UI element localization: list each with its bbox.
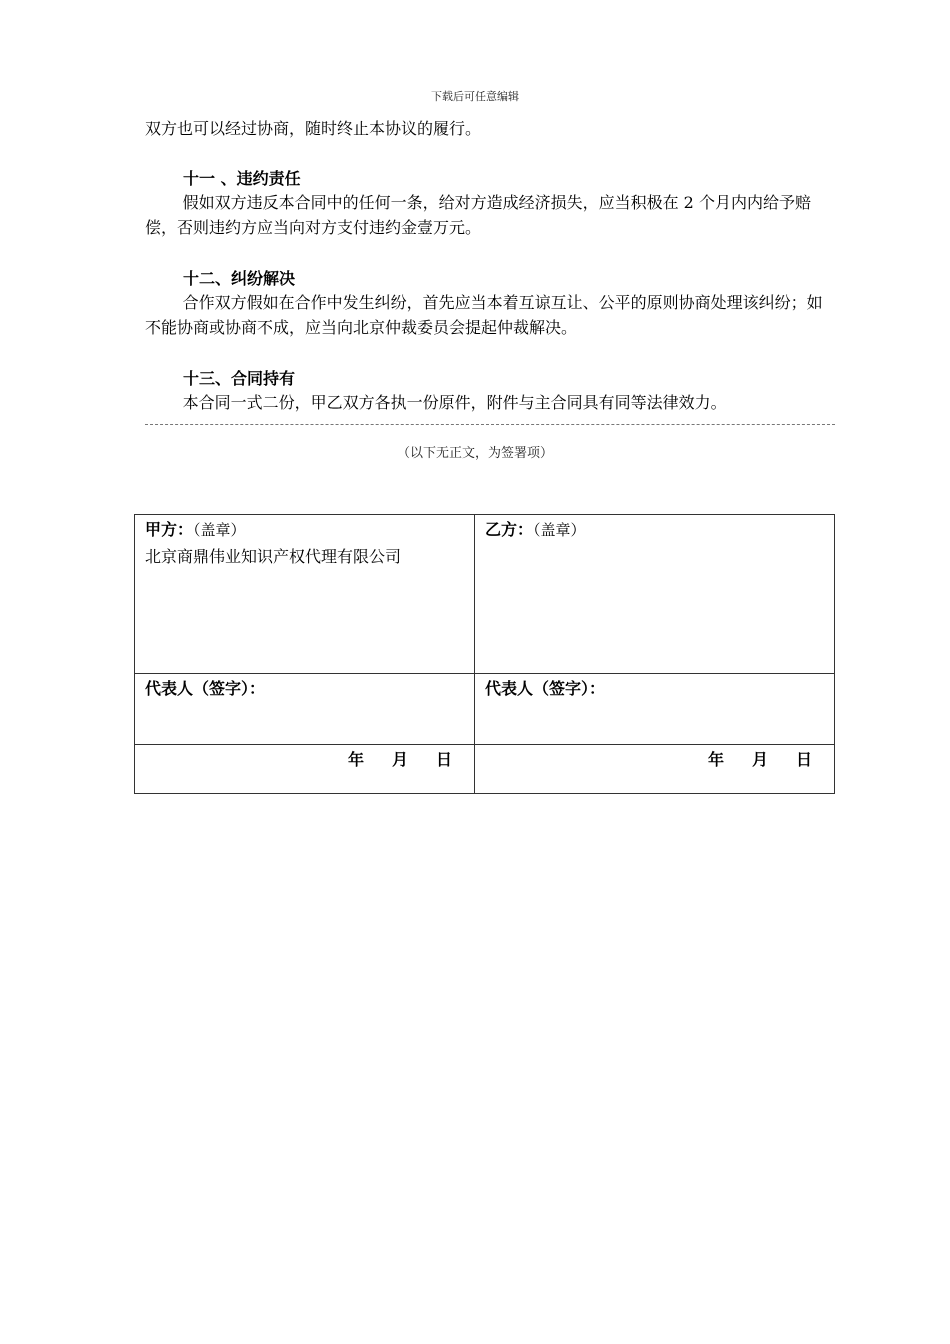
party-b-seal-note: （盖章） bbox=[533, 521, 586, 539]
section-11-text: 假如双方违反本合同中的任何一条，给对方造成经济损失，应当积极在 2 个月内内给予赔偿，否则违约方应当向对方支付违约金壹万元。 bbox=[145, 193, 811, 237]
party-a-year: 年 bbox=[347, 750, 364, 769]
party-a-cell bbox=[135, 515, 475, 674]
party-a-representative-cell[interactable] bbox=[135, 674, 475, 745]
section-13-text: 本合同一式二份，甲乙双方各执一份原件，附件与主合同具有同等法律效力。 bbox=[182, 393, 727, 412]
section-11-heading: 十一 、违约责任 bbox=[183, 169, 301, 188]
party-b-year: 年 bbox=[707, 750, 724, 769]
party-a-day: 日 bbox=[435, 750, 452, 769]
section-12-heading: 十二、纠纷解决 bbox=[183, 269, 296, 288]
party-b-representative-cell[interactable] bbox=[475, 674, 835, 745]
party-a-representative-label: 代表人（签字）： bbox=[145, 679, 266, 698]
party-b-cell bbox=[475, 515, 835, 674]
party-b-representative-label: 代表人（签字）： bbox=[485, 679, 606, 698]
party-b-day: 日 bbox=[795, 750, 812, 769]
separator-line bbox=[145, 424, 835, 425]
party-b-label: 乙方： bbox=[485, 520, 534, 539]
party-b-month: 月 bbox=[751, 750, 768, 769]
signature-table bbox=[134, 514, 835, 794]
party-a-company: 北京商鼎伟业知识产权代理有限公司 bbox=[145, 547, 402, 566]
section-13-heading: 十三、合同持有 bbox=[183, 369, 296, 388]
party-a-date-cell[interactable] bbox=[135, 745, 475, 794]
party-a-label: 甲方： bbox=[145, 520, 194, 539]
header-note: 下载后可任意编辑 bbox=[431, 90, 519, 103]
party-a-month: 月 bbox=[391, 750, 408, 769]
continuation-text: 双方也可以经过协商，随时终止本协议的履行。 bbox=[145, 119, 482, 138]
party-a-seal-note: （盖章） bbox=[193, 521, 246, 539]
section-12-text: 合作双方假如在合作中发生纠纷，首先应当本着互谅互让、公平的原则协商处理该纠纷；如不能协商或协商不成，应当向北京仲裁委员会提起仲裁解决。 bbox=[145, 293, 823, 337]
end-note: （以下无正文，为签署项） bbox=[396, 446, 553, 461]
party-b-date-cell[interactable] bbox=[475, 745, 835, 794]
